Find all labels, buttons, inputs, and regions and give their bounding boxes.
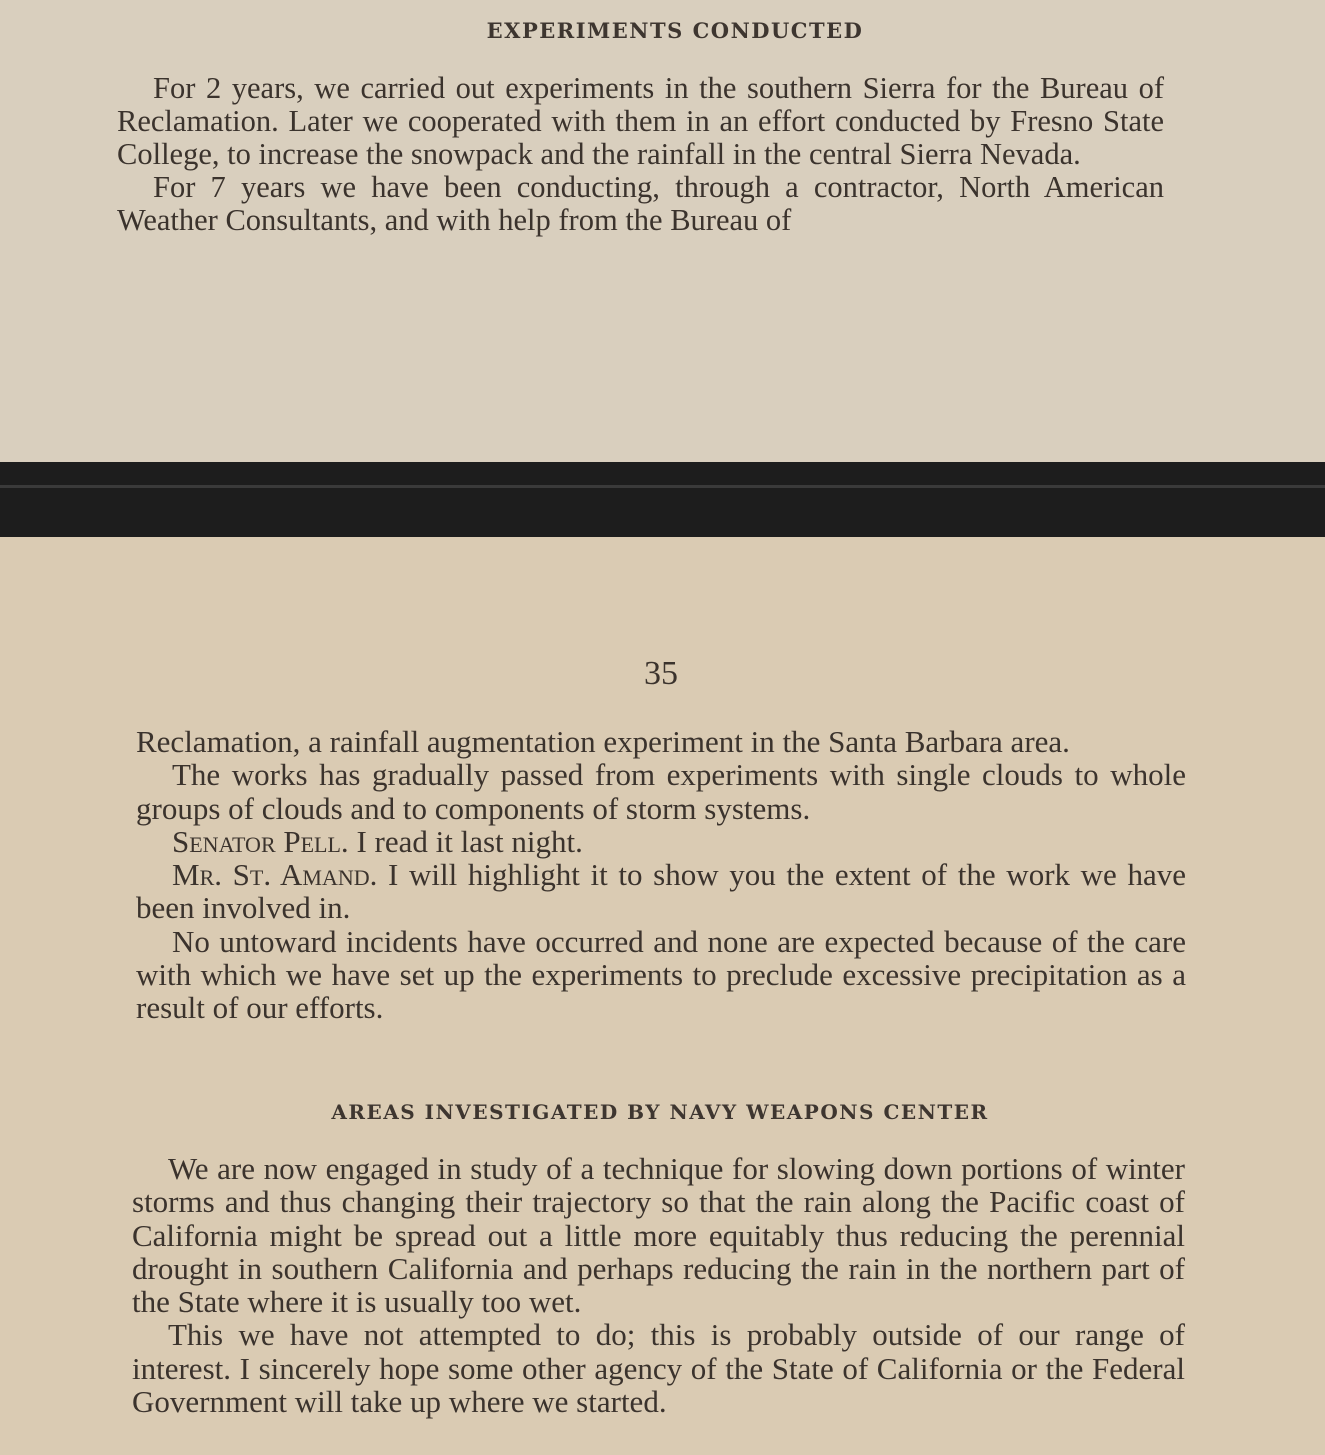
paragraph: Reclamation, a rainfall augmentation experiment in the Santa Barbara area. bbox=[136, 724, 1070, 759]
paragraph: We are now engaged in study of a technique for slowing down portions of winter storms and thus changing their trajectory so that the rain along the Pacific coast of California might be spread out a little more equitably thus reducing the perennial drought in southern California and perhaps reducing the rain in the northern part of the State where it is usually too wet. bbox=[132, 1151, 1185, 1320]
bottom-page-scan bbox=[0, 537, 1325, 1455]
speaker-name: Mr. St. Amand. bbox=[172, 857, 378, 893]
speaker-paragraph bbox=[136, 825, 1186, 858]
paragraph: For 7 years we have been conducting, through a contractor, North American Weather Consultants, and with help from the Bureau of bbox=[117, 170, 1164, 237]
speaker-text: I will highlight it to show you the extent of the work we have been involved in. bbox=[136, 857, 1186, 926]
gutter-divider bbox=[0, 485, 1325, 488]
speaker-text: I read it last night. bbox=[356, 823, 583, 859]
paragraph: This we have not attempted to do; this is probably outside of our range of interest. I sincerely hope some other agency of the State of California or the Federal Government will take up where we started. bbox=[132, 1317, 1185, 1420]
section-heading-experiments: EXPERIMENTS CONDUCTED bbox=[486, 18, 864, 43]
bottom-page-body bbox=[136, 725, 1186, 1025]
section-heading-areas: AREAS INVESTIGATED BY NAVY WEAPONS CENTER bbox=[331, 1100, 989, 1124]
page-gutter bbox=[0, 462, 1325, 537]
paragraph: For 2 years, we carried out experiments in the southern Sierra for the Bureau of Reclamation. Later we cooperated with them in an effort conducted by Fresno State College, to increase the snowpack and the rainfall in the central Sierra Nevada. bbox=[117, 71, 1164, 171]
paragraph: The works has gradually passed from experiments with single clouds to whole groups of clouds and to components of storm systems. bbox=[136, 757, 1186, 826]
top-page-body bbox=[117, 72, 1164, 237]
bottom-page-body-2 bbox=[132, 1152, 1185, 1418]
page-number: 35 bbox=[644, 655, 678, 692]
paragraph: No untoward incidents have occurred and none are expected because of the care with which we have set up the experiments to preclude excessive precipitation as a result of our efforts. bbox=[136, 923, 1186, 1026]
top-page-scan bbox=[0, 0, 1325, 462]
speaker-paragraph bbox=[136, 858, 1186, 925]
speaker-name: Senator Pell. bbox=[172, 823, 349, 859]
